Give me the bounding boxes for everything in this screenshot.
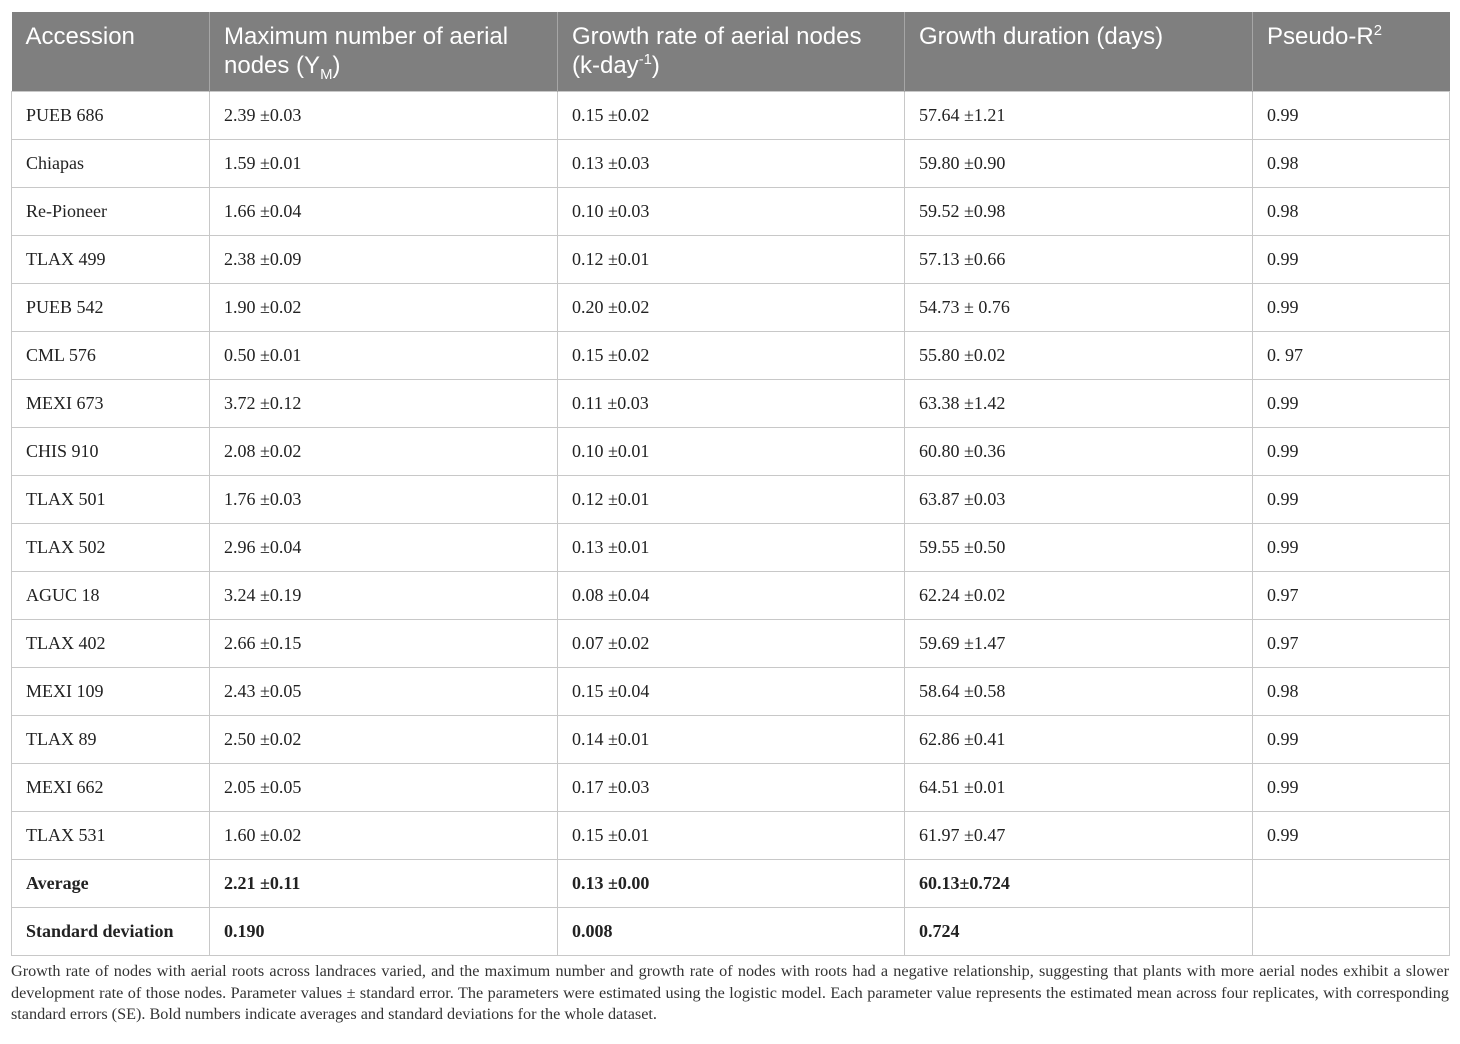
cell-max-nodes: 3.72 ±0.12 <box>210 380 558 428</box>
table-body <box>12 92 1450 956</box>
cell-pseudo-r2 <box>1253 908 1450 956</box>
cell-max-nodes: 1.66 ±0.04 <box>210 188 558 236</box>
data-table <box>11 12 1450 956</box>
cell-growth-rate: 0.11 ±0.03 <box>558 380 905 428</box>
cell-duration: 58.64 ±0.58 <box>905 668 1253 716</box>
cell-max-nodes: 2.21 ±0.11 <box>210 860 558 908</box>
header-growth-rate-text: Growth rate of aerial nodes (k-day <box>572 23 862 79</box>
table-row <box>12 332 1450 380</box>
header-accession <box>12 12 210 92</box>
cell-pseudo-r2: 0.99 <box>1253 284 1450 332</box>
table-row <box>12 812 1450 860</box>
cell-max-nodes: 3.24 ±0.19 <box>210 572 558 620</box>
cell-growth-rate: 0.10 ±0.01 <box>558 428 905 476</box>
cell-accession: CML 576 <box>12 332 210 380</box>
cell-duration: 62.86 ±0.41 <box>905 716 1253 764</box>
cell-duration: 57.64 ±1.21 <box>905 92 1253 140</box>
cell-pseudo-r2: 0.98 <box>1253 188 1450 236</box>
cell-growth-rate: 0.10 ±0.03 <box>558 188 905 236</box>
cell-growth-rate: 0.08 ±0.04 <box>558 572 905 620</box>
table-row <box>12 716 1450 764</box>
table-row <box>12 140 1450 188</box>
header-growth-rate-end: ) <box>651 52 660 79</box>
cell-pseudo-r2: 0.99 <box>1253 716 1450 764</box>
cell-max-nodes: 1.90 ±0.02 <box>210 284 558 332</box>
cell-duration: 59.80 ±0.90 <box>905 140 1253 188</box>
table-row <box>12 92 1450 140</box>
cell-pseudo-r2: 0.99 <box>1253 380 1450 428</box>
cell-pseudo-r2: 0.99 <box>1253 524 1450 572</box>
cell-pseudo-r2: 0.99 <box>1253 476 1450 524</box>
cell-growth-rate: 0.12 ±0.01 <box>558 236 905 284</box>
cell-accession: Chiapas <box>12 140 210 188</box>
table-container <box>11 12 1449 956</box>
cell-accession: TLAX 499 <box>12 236 210 284</box>
table-row <box>12 476 1450 524</box>
cell-duration: 64.51 ±0.01 <box>905 764 1253 812</box>
cell-growth-rate: 0.13 ±0.00 <box>558 860 905 908</box>
header-max-nodes-sub: M <box>320 66 333 83</box>
cell-max-nodes: 2.05 ±0.05 <box>210 764 558 812</box>
cell-duration: 63.87 ±0.03 <box>905 476 1253 524</box>
header-growth-rate-sup: -1 <box>638 52 652 68</box>
cell-accession: TLAX 502 <box>12 524 210 572</box>
table-row <box>12 236 1450 284</box>
cell-duration: 60.13±0.724 <box>905 860 1253 908</box>
cell-pseudo-r2: 0. 97 <box>1253 332 1450 380</box>
header-max-nodes-end: ) <box>332 52 341 79</box>
cell-growth-rate: 0.17 ±0.03 <box>558 764 905 812</box>
header-row <box>12 12 1450 92</box>
cell-pseudo-r2: 0.98 <box>1253 668 1450 716</box>
cell-accession: CHIS 910 <box>12 428 210 476</box>
cell-accession: MEXI 109 <box>12 668 210 716</box>
cell-duration: 0.724 <box>905 908 1253 956</box>
cell-growth-rate: 0.15 ±0.02 <box>558 92 905 140</box>
header-max-nodes-text: Maximum number of aerial nodes (Y <box>224 23 509 79</box>
table-row <box>12 380 1450 428</box>
header-accession-text: Accession <box>25 23 135 50</box>
cell-max-nodes: 2.96 ±0.04 <box>210 524 558 572</box>
header-pseudo-r2 <box>1253 12 1450 92</box>
table-row <box>12 764 1450 812</box>
table-row <box>12 188 1450 236</box>
header-max-nodes <box>210 12 558 92</box>
table-row <box>12 572 1450 620</box>
cell-duration: 57.13 ±0.66 <box>905 236 1253 284</box>
cell-accession: Standard deviation <box>12 908 210 956</box>
cell-growth-rate: 0.13 ±0.01 <box>558 524 905 572</box>
cell-pseudo-r2: 0.99 <box>1253 236 1450 284</box>
header-growth-rate <box>558 12 905 92</box>
header-duration-text: Growth duration (days) <box>919 23 1164 50</box>
cell-accession: MEXI 662 <box>12 764 210 812</box>
table-row <box>12 668 1450 716</box>
cell-max-nodes: 1.59 ±0.01 <box>210 140 558 188</box>
table-header <box>12 12 1450 92</box>
cell-accession: TLAX 531 <box>12 812 210 860</box>
cell-max-nodes: 2.39 ±0.03 <box>210 92 558 140</box>
cell-accession: AGUC 18 <box>12 572 210 620</box>
cell-growth-rate: 0.008 <box>558 908 905 956</box>
cell-growth-rate: 0.13 ±0.03 <box>558 140 905 188</box>
header-pseudo-r2-sup: 2 <box>1373 23 1383 39</box>
table-row <box>12 620 1450 668</box>
cell-accession: PUEB 542 <box>12 284 210 332</box>
cell-accession: TLAX 402 <box>12 620 210 668</box>
cell-duration: 59.55 ±0.50 <box>905 524 1253 572</box>
cell-max-nodes: 2.38 ±0.09 <box>210 236 558 284</box>
cell-pseudo-r2: 0.99 <box>1253 92 1450 140</box>
cell-max-nodes: 0.190 <box>210 908 558 956</box>
cell-pseudo-r2: 0.98 <box>1253 140 1450 188</box>
cell-pseudo-r2: 0.97 <box>1253 620 1450 668</box>
header-duration <box>905 12 1253 92</box>
cell-duration: 55.80 ±0.02 <box>905 332 1253 380</box>
cell-growth-rate: 0.15 ±0.01 <box>558 812 905 860</box>
table-row <box>12 428 1450 476</box>
cell-duration: 54.73 ± 0.76 <box>905 284 1253 332</box>
cell-duration: 60.80 ±0.36 <box>905 428 1253 476</box>
cell-max-nodes: 2.43 ±0.05 <box>210 668 558 716</box>
table-caption: Growth rate of nodes with aerial roots across landraces varied, and the maximum number and growth rate of nodes with roots had a negative relationship, suggesting that plants with more aerial nodes exhibit a slower development rate of those nodes. Parameter values ± standard error. The parameters were estimated using the logistic model. Each parameter value represents the estimated mean across four replicates, with corresponding standard errors (SE). Bold numbers indicate averages and standard deviations for the whole dataset. <box>11 962 1449 1023</box>
cell-pseudo-r2: 0.97 <box>1253 572 1450 620</box>
cell-accession: Re-Pioneer <box>12 188 210 236</box>
cell-max-nodes: 2.50 ±0.02 <box>210 716 558 764</box>
cell-accession: TLAX 501 <box>12 476 210 524</box>
cell-max-nodes: 1.76 ±0.03 <box>210 476 558 524</box>
cell-accession: TLAX 89 <box>12 716 210 764</box>
cell-max-nodes: 2.66 ±0.15 <box>210 620 558 668</box>
cell-pseudo-r2: 0.99 <box>1253 812 1450 860</box>
header-pseudo-r2-text: Pseudo-R <box>1267 23 1374 50</box>
cell-growth-rate: 0.20 ±0.02 <box>558 284 905 332</box>
cell-pseudo-r2: 0.99 <box>1253 764 1450 812</box>
cell-pseudo-r2 <box>1253 860 1450 908</box>
cell-accession: PUEB 686 <box>12 92 210 140</box>
cell-duration: 62.24 ±0.02 <box>905 572 1253 620</box>
table-row <box>12 284 1450 332</box>
cell-max-nodes: 1.60 ±0.02 <box>210 812 558 860</box>
cell-duration: 59.52 ±0.98 <box>905 188 1253 236</box>
cell-accession: Average <box>12 860 210 908</box>
standard-deviation-row <box>12 908 1450 956</box>
cell-growth-rate: 0.12 ±0.01 <box>558 476 905 524</box>
cell-growth-rate: 0.14 ±0.01 <box>558 716 905 764</box>
cell-max-nodes: 0.50 ±0.01 <box>210 332 558 380</box>
cell-pseudo-r2: 0.99 <box>1253 428 1450 476</box>
average-row <box>12 860 1450 908</box>
cell-accession: MEXI 673 <box>12 380 210 428</box>
cell-duration: 59.69 ±1.47 <box>905 620 1253 668</box>
cell-growth-rate: 0.07 ±0.02 <box>558 620 905 668</box>
cell-duration: 63.38 ±1.42 <box>905 380 1253 428</box>
cell-growth-rate: 0.15 ±0.02 <box>558 332 905 380</box>
cell-duration: 61.97 ±0.47 <box>905 812 1253 860</box>
cell-growth-rate: 0.15 ±0.04 <box>558 668 905 716</box>
table-row <box>12 524 1450 572</box>
cell-max-nodes: 2.08 ±0.02 <box>210 428 558 476</box>
